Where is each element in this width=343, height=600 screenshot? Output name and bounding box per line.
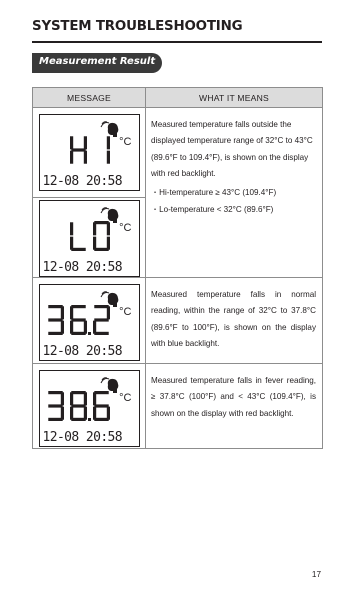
lcd-unit: °C <box>119 222 132 234</box>
lcd-time: 12-08 20:58 <box>42 430 122 445</box>
page-title: SYSTEM TROUBLESHOOTING <box>32 19 243 34</box>
table-row <box>33 278 323 364</box>
meaning-cell <box>146 278 323 364</box>
lcd-segment <box>70 222 73 235</box>
lcd-segment <box>71 332 85 335</box>
lcd-segment <box>60 407 63 420</box>
lcd-segment <box>93 237 96 250</box>
lcd-segment <box>60 321 63 334</box>
column-header-meaning: WHAT IT MEANS <box>146 88 323 108</box>
lcd-segment <box>60 392 63 405</box>
lcd-segment <box>70 407 73 420</box>
lcd-segment <box>83 136 86 149</box>
lcd-display <box>39 284 140 361</box>
lcd-segment <box>94 418 108 421</box>
lcd-segment <box>94 332 108 335</box>
lcd-segment <box>93 321 96 334</box>
meaning-text: Measured temperature falls outside the displayed temperature range of 32°C to 43°C (89.6°F to 109.4°F), is shown on the display with red backlight. <box>151 120 313 179</box>
head-scan-icon <box>101 208 118 223</box>
lcd-segment <box>94 318 108 321</box>
lcd-unit: °C <box>119 392 132 404</box>
lcd-decimal-point <box>88 418 91 421</box>
message-cell <box>33 198 146 278</box>
bullet-item: ・Hi-temperature ≥ 43°C (109.4°F) <box>151 187 277 197</box>
table-header-row <box>33 88 323 108</box>
lcd-segment <box>94 404 108 407</box>
lcd-segment <box>71 418 85 421</box>
lcd-segment <box>93 407 96 420</box>
lcd-unit: °C <box>119 136 132 148</box>
lcd-segment <box>70 306 73 319</box>
lcd-segment <box>48 391 62 394</box>
message-cell <box>33 108 146 198</box>
table-row <box>33 108 323 198</box>
bullet-item: ・Lo-temperature < 32°C (89.6°F) <box>151 205 274 215</box>
lcd-segment <box>94 391 108 394</box>
lcd-segment <box>94 221 108 224</box>
lcd-segment <box>48 305 62 308</box>
head-scan-icon <box>101 122 118 137</box>
table-row <box>33 364 323 449</box>
lcd-time: 12-08 20:58 <box>42 174 122 189</box>
head-scan-icon <box>101 292 118 307</box>
lcd-segment <box>70 136 73 149</box>
meaning-text: Measured temperature falls in normal reading, within the range of 32°C to 37.8°C (89.6°F to 100°F), is shown on the display with blue backlight. <box>151 290 316 349</box>
lcd-segment <box>71 248 85 251</box>
lcd-segment <box>71 148 85 151</box>
lcd-segment <box>48 318 62 321</box>
lcd-segment <box>83 392 86 405</box>
lcd-segment <box>83 151 86 164</box>
lcd-segment <box>83 321 86 334</box>
lcd-segment <box>70 321 73 334</box>
lcd-segment <box>106 407 109 420</box>
lcd-segment <box>48 404 62 407</box>
meaning-text: Measured temperature falls in fever reading, ≥ 37.8°C (100°F) and < 43°C (109.4°F), is shown on the display with red backlight. <box>151 376 316 418</box>
lcd-segment <box>70 392 73 405</box>
message-cell <box>33 364 146 449</box>
section-pill <box>32 53 162 73</box>
lcd-segment <box>106 306 109 319</box>
lcd-display <box>39 370 140 447</box>
lcd-segment <box>48 418 62 421</box>
lcd-segment <box>71 318 85 321</box>
page-number: 17 <box>311 570 321 579</box>
lcd-segment <box>70 151 73 164</box>
meaning-cell <box>146 108 323 278</box>
lcd-segment <box>93 222 96 235</box>
lcd-segment <box>94 248 108 251</box>
section-pill-label: Measurement Result <box>39 56 156 67</box>
lcd-display <box>39 200 140 277</box>
lcd-segment <box>94 305 108 308</box>
lcd-segment <box>71 404 85 407</box>
lcd-segment <box>71 391 85 394</box>
lcd-segment <box>71 305 85 308</box>
lcd-time: 12-08 20:58 <box>42 344 122 359</box>
message-cell <box>33 278 146 364</box>
lcd-display <box>39 114 140 191</box>
title-rule <box>32 41 322 43</box>
lcd-segment <box>106 136 109 149</box>
lcd-segment <box>83 407 86 420</box>
column-header-message: MESSAGE <box>33 88 146 108</box>
lcd-segment <box>70 237 73 250</box>
lcd-segment <box>60 306 63 319</box>
lcd-decimal-point <box>88 332 91 335</box>
lcd-segment <box>106 151 109 164</box>
lcd-segment <box>93 392 96 405</box>
meaning-cell <box>146 364 323 449</box>
head-scan-icon <box>101 378 118 393</box>
lcd-time: 12-08 20:58 <box>42 260 122 275</box>
lcd-segment <box>48 332 62 335</box>
lcd-segment <box>106 237 109 250</box>
lcd-unit: °C <box>119 306 132 318</box>
lcd-segment <box>106 222 109 235</box>
troubleshooting-table <box>32 87 323 449</box>
